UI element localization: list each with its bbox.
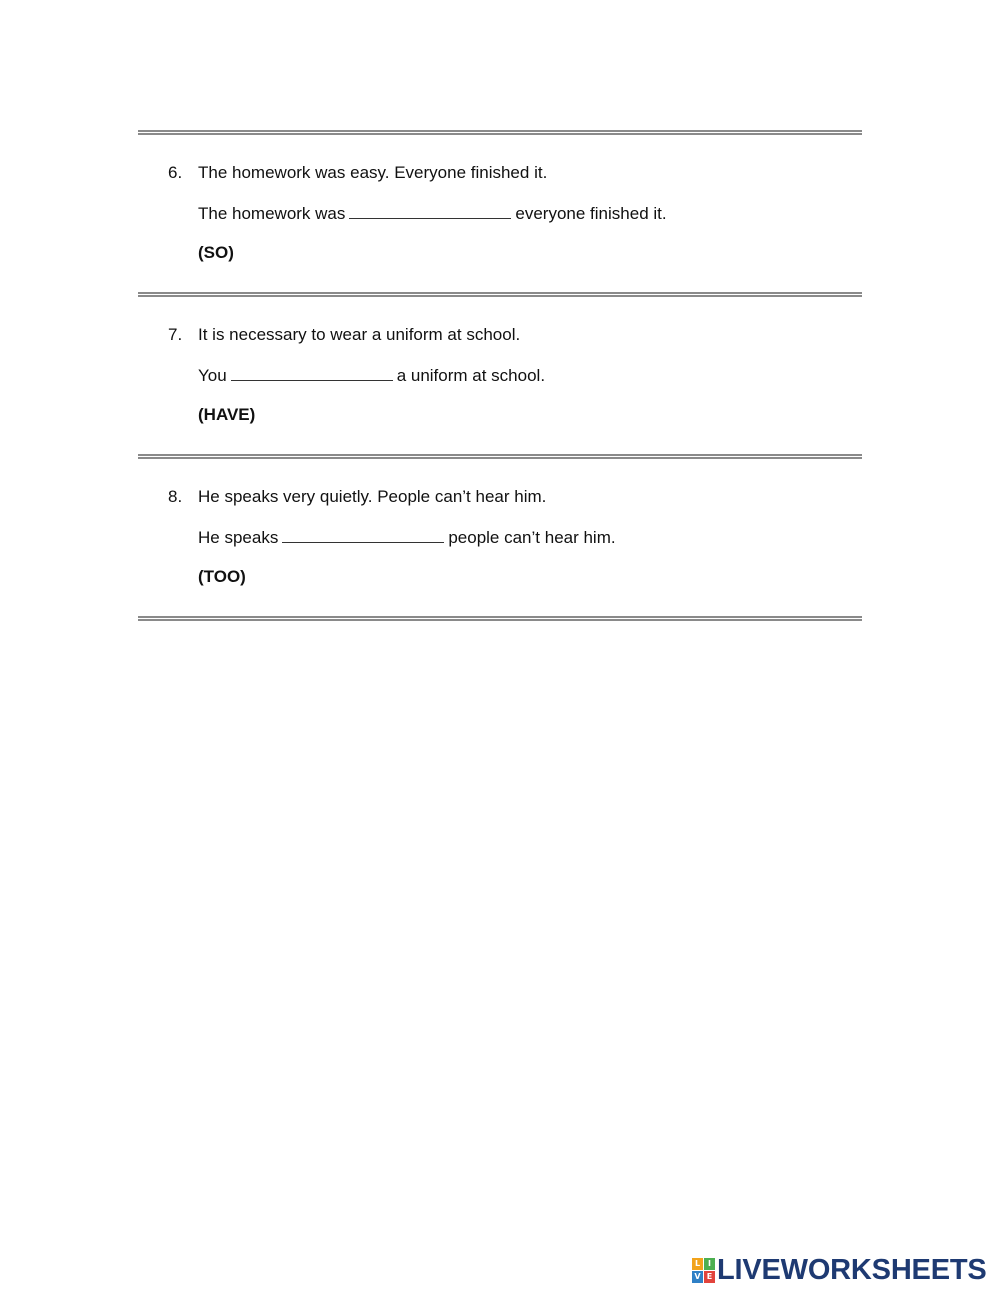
logo-mark-letter: L	[692, 1258, 703, 1270]
rewrite-sentence	[198, 527, 616, 548]
rewrite-after: a uniform at school.	[396, 366, 546, 385]
question-item-8	[138, 459, 862, 616]
answer-blank[interactable]	[231, 365, 393, 381]
liveworksheets-logo	[692, 1256, 987, 1284]
logo-mark-letter: E	[704, 1271, 715, 1283]
logo-mark-letter: V	[692, 1271, 703, 1283]
rewrite-before: He speaks	[198, 528, 279, 547]
question-item-7	[138, 297, 862, 454]
keyword: (TOO)	[198, 567, 246, 586]
question-prompt: It is necessary to wear a uniform at school.	[198, 325, 521, 344]
rewrite-before: The homework was	[198, 204, 346, 223]
rewrite-sentence	[198, 365, 545, 386]
question-number: 6.	[168, 163, 183, 182]
logo-mark-icon	[692, 1258, 714, 1282]
rewrite-after: everyone finished it.	[515, 204, 667, 223]
question-prompt: The homework was easy. Everyone finished it.	[198, 163, 548, 182]
question-number: 7.	[168, 325, 183, 344]
divider-bottom	[138, 616, 862, 621]
question-number: 8.	[168, 487, 183, 506]
rewrite-after: people can’t hear him.	[448, 528, 616, 547]
answer-blank[interactable]	[282, 527, 444, 543]
rewrite-before: You	[198, 366, 227, 385]
logo-text: LIVEWORKSHEETS	[717, 1254, 987, 1286]
answer-blank[interactable]	[349, 203, 511, 219]
worksheet	[138, 130, 862, 621]
question-prompt: He speaks very quietly. People can’t hear him.	[198, 487, 547, 506]
logo-mark-letter: I	[704, 1258, 715, 1270]
keyword: (HAVE)	[198, 405, 256, 424]
question-item-6	[138, 135, 862, 292]
rewrite-sentence	[198, 203, 667, 224]
keyword: (SO)	[198, 243, 234, 262]
